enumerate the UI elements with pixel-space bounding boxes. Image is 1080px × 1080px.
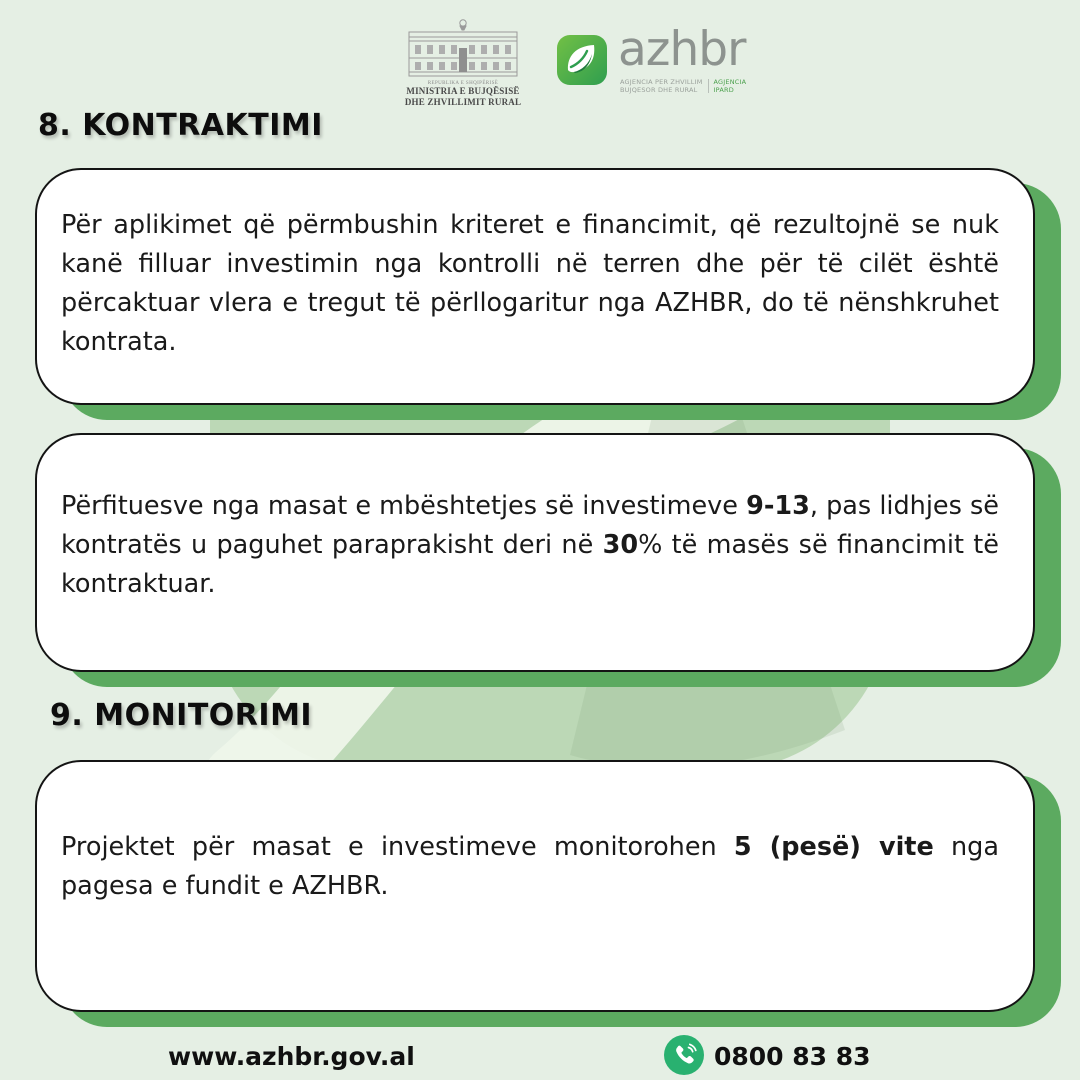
azhbr-wordmark: azhbr	[618, 22, 746, 77]
azhbr-tagline	[620, 78, 746, 94]
azhbr-tagline-right2: IPARD	[713, 86, 734, 94]
card-monitorimi	[35, 760, 1035, 1012]
website-text: www.azhbr.gov.al	[168, 1042, 415, 1071]
azhbr-tagline-right1: AGJENCIA	[713, 78, 747, 86]
azhbr-tagline-line2: BUJQESOR DHE RURAL	[620, 86, 698, 94]
azhbr-tagline-line1: AGJENCIA PER ZHVILLIM	[620, 78, 703, 86]
phone-number: 0800 83 83	[714, 1042, 871, 1071]
ministry-logo	[398, 18, 528, 108]
card-monitorimi-text: Projektet për masat e investimeve monitorohen 5 (pesë) vite nga pagesa e fundit e AZHBR.	[61, 832, 999, 901]
ministry-republic-line: REPUBLIKA E SHQIPËRISË	[427, 81, 499, 86]
ministry-name-line1: MINISTRIA E BUJQËSISË	[406, 86, 520, 96]
ministry-name-line2: DHE ZHVILLIMIT RURAL	[404, 97, 522, 107]
azhbr-logo	[556, 22, 786, 106]
card-kontraktimi-signing	[35, 168, 1035, 405]
azhbr-tagline-divider	[708, 79, 709, 93]
card-kontraktimi-signing-text: Për aplikimet që përmbushin kriteret e financimit, që rezultojnë se nuk kanë filluar investimin nga kontrolli në terren dhe për të cilët është përcaktuar vlera e tregut të përllogaritur nga AZHBR, do të nënshkruhet kontrata.	[61, 210, 999, 357]
section-heading-kontraktimi: 8. KONTRAKTIMI	[38, 108, 323, 143]
azhbr-leaf-icon	[556, 34, 608, 86]
card-kontraktimi-advance-payment	[35, 433, 1035, 672]
phone-icon	[663, 1034, 705, 1076]
section-heading-monitorimi: 9. MONITORIMI	[50, 698, 313, 733]
card-kontraktimi-advance-payment-text: Përfituesve nga masat e mbështetjes së investimeve 9-13, pas lidhjes së kontratës u paguhet paraprakisht deri në 30% të masës së financimit të kontraktuar.	[61, 491, 999, 599]
footer	[0, 1032, 1080, 1080]
ministry-building-icon	[403, 18, 523, 80]
header	[0, 14, 1080, 114]
